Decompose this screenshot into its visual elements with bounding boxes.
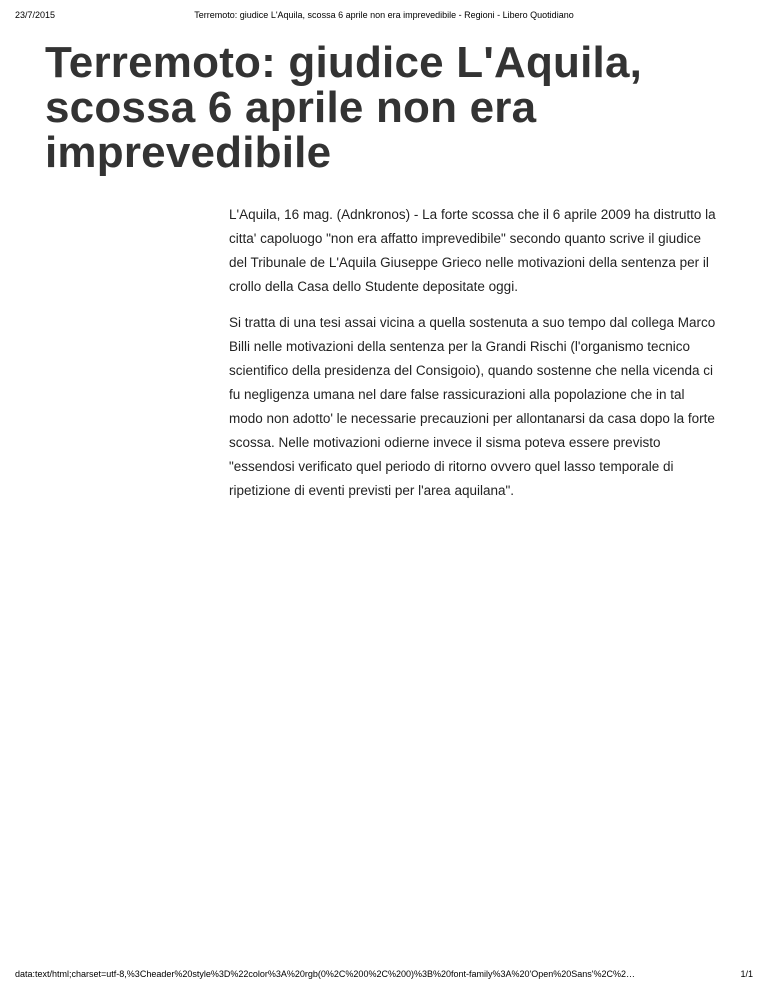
- article-body: [229, 203, 717, 515]
- article-paragraph: L'Aquila, 16 mag. (Adnkronos) - La forte scossa che il 6 aprile 2009 ha distrutto la citta' capoluogo "non era affatto imprevedibile" secondo quanto scrive il giudice del Tribunale de L'Aquila Giuseppe Grieco nelle motivazioni della sentenza per il crollo della Casa dello Studente depositate oggi.: [229, 207, 716, 294]
- print-page-number: 1/1: [740, 969, 753, 979]
- print-date: 23/7/2015: [15, 10, 56, 20]
- print-header: [0, 10, 768, 24]
- print-url: data:text/html;charset=utf-8,%3Cheader%20style%3D%22color%3A%20rgb(0%2C%200%2C%200)%3B%20font-family%3A%20'Open%20Sans'%2C%2…: [15, 969, 636, 979]
- article-headline: Terremoto: giudice L'Aquila, scossa 6 aprile non era imprevedibile: [45, 38, 643, 177]
- print-footer: [0, 964, 768, 994]
- article-paragraph: Si tratta di una tesi assai vicina a quella sostenuta a suo tempo dal collega Marco Billi nelle motivazioni della sentenza per la Grandi Rischi (l'organismo tecnico scientifico della presidenza del Consigoio), quando sostenne che nella vicenda ci fu negligenza umana nel dare false rassicurazioni alla popolazione che in tal modo non adotto' le necessarie precauzioni per allontanarsi da casa dopo la forte scossa. Nelle motivazioni odierne invece il sisma poteva essere previsto "essendosi verificato quel periodo di ritorno ovvero quel lasso temporale di ripetizione di eventi previsti per l'area aquilana".: [229, 315, 716, 498]
- print-page-title: Terremoto: giudice L'Aquila, scossa 6 aprile non era imprevedibile - Regioni - Libero Quotidiano: [194, 10, 574, 20]
